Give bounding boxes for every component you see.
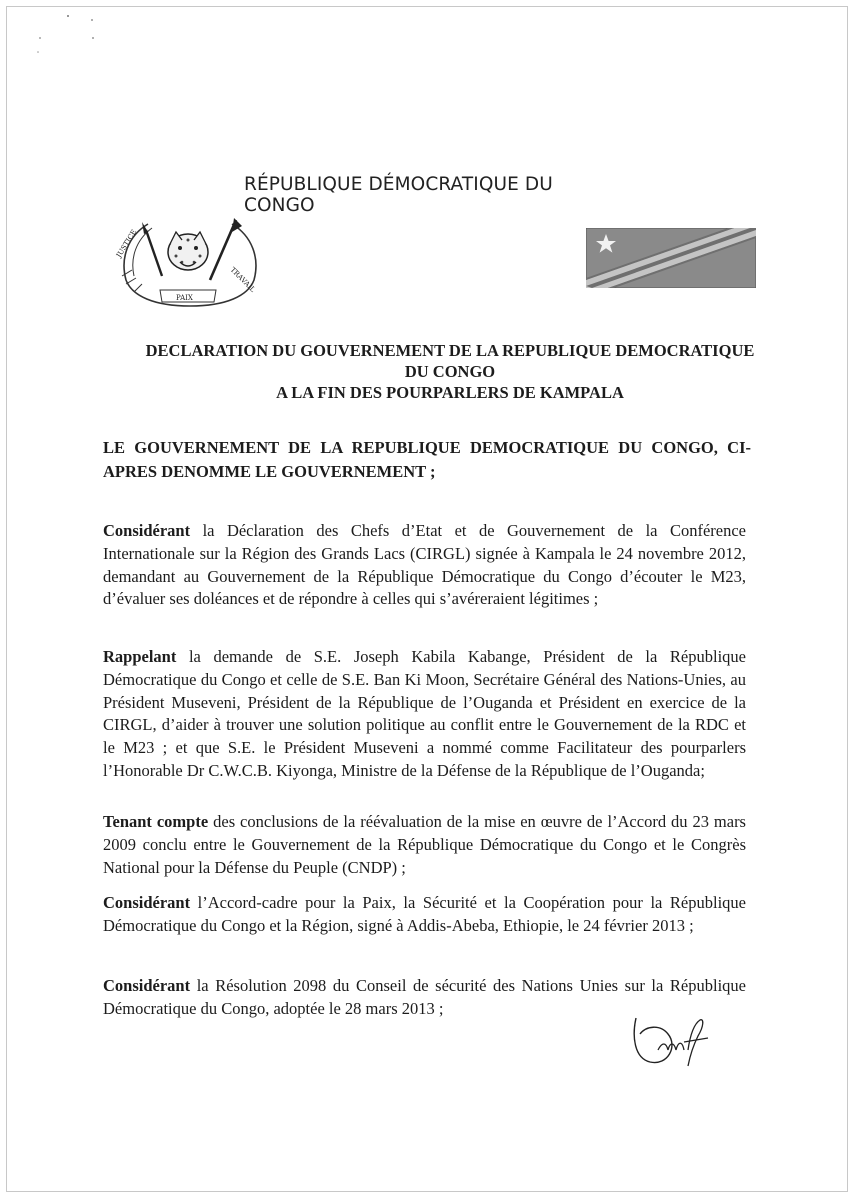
- emblem-motto-center: PAIX: [176, 294, 193, 302]
- paragraph-text: l’Accord-cadre pour la Paix, la Sécurité et la Coopération pour la République Démocratique du Congo et la Région, signé à Addis-Abeba, Ethiopie, le 24 février 2013 ;: [103, 893, 746, 935]
- emblem-motto-right: TRAVAIL: [228, 265, 257, 294]
- signature-initials-icon: [628, 1006, 718, 1070]
- paragraph-lead: Tenant compte: [103, 812, 209, 831]
- paragraph-text: la demande de S.E. Joseph Kabila Kabange, Président de la République Démocratique du Congo et celle de S.E. Ban Ki Moon, Secrétaire Général des Nations-Unies, au Président Museveni, Président de la République de l’Ouganda et Président en exercice de la CIRGL, d’aider à trouver une solution politique au conflit entre le Gouvernement de la RDC et le M23 ; et que S.E. le Président Museveni a nommé comme Facilitateur des pourparlers l’Honorable Dr C.W.C.B. Kiyonga, Ministre de la Défense de la République de l’Ouganda;: [103, 647, 746, 780]
- paragraph-lead: Considérant: [103, 521, 191, 540]
- paragraph-text: la Résolution 2098 du Conseil de sécurité des Nations Unies sur la République Démocratique du Congo, adoptée le 28 mars 2013 ;: [103, 976, 746, 1018]
- paragraph-lead: Considérant: [103, 976, 191, 995]
- title-line-2: DU CONGO: [404, 362, 496, 381]
- paragraph-tenant-compte: [103, 811, 746, 879]
- emblem-motto-left: JUSTICE: [114, 228, 139, 260]
- government-heading: LE GOUVERNEMENT DE LA REPUBLIQUE DEMOCRATIQUE DU CONGO, CI-APRES DENOMME LE GOUVERNEMENT ;: [103, 438, 751, 481]
- title-line-3: A LA FIN DES POURPARLERS DE KAMPALA: [276, 383, 624, 402]
- paragraph-considerant-2: [103, 892, 746, 938]
- paragraph-lead: Rappelant: [103, 647, 177, 666]
- paragraph-text: la Déclaration des Chefs d’Etat et de Gouvernement de la Conférence Internationale sur la Région des Grands Lacs (CIRGL) signée à Kampala le 24 novembre 2012, demandant au Gouvernement de la République Démocratique du Congo d’écouter le M23, d’évaluer ses doléances et de répondre à celles qui s’avéreraient légitimes ;: [103, 521, 746, 609]
- drc-flag-icon: [586, 228, 756, 288]
- country-heading: RÉPUBLIQUE DÉMOCRATIQUE DU CONGO: [244, 174, 553, 216]
- title-line-1: DECLARATION DU GOUVERNEMENT DE LA REPUBLIQUE DEMOCRATIQUE: [145, 341, 755, 360]
- paragraph-lead: Considérant: [103, 893, 191, 912]
- paragraph-rappelant: [103, 646, 746, 783]
- coat-of-arms-icon: [106, 218, 274, 310]
- declaration-title: [100, 340, 800, 403]
- scan-specks: [30, 12, 110, 62]
- paragraph-text: des conclusions de la réévaluation de la mise en œuvre de l’Accord du 23 mars 2009 conclu entre le Gouvernement de la République Démocratique du Congo et le Congrès National pour la Défense du Peuple (CNDP) ;: [103, 812, 746, 877]
- paragraph-considerant-1: [103, 520, 746, 611]
